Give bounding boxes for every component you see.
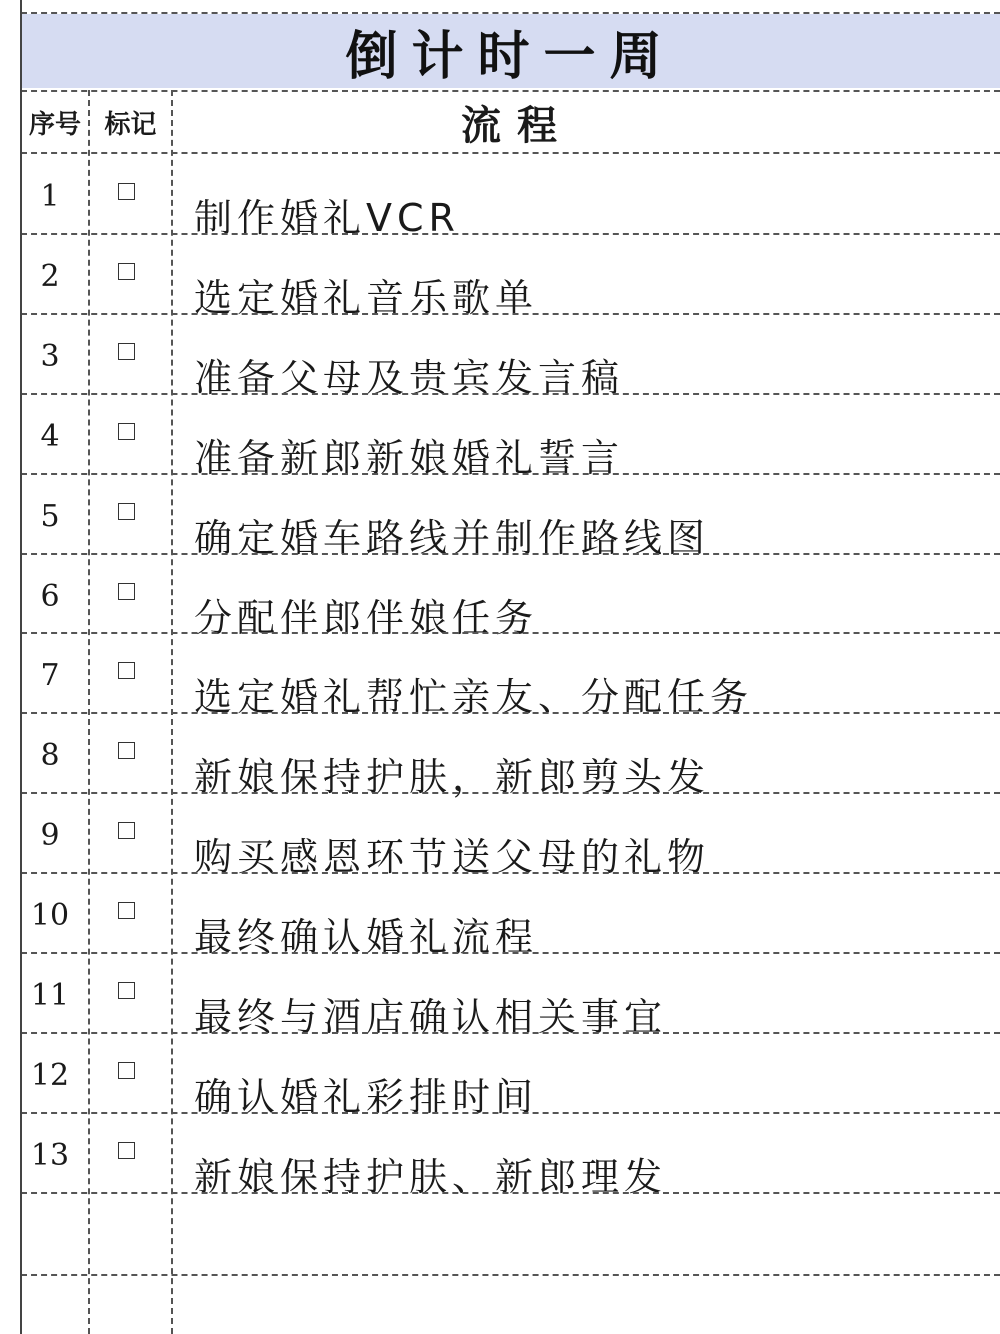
grid-row-line <box>21 233 1000 235</box>
grid-row-line <box>21 12 1000 14</box>
checkbox[interactable] <box>118 503 135 520</box>
row-number: 5 <box>40 499 60 534</box>
table-row <box>0 872 1000 959</box>
checkbox[interactable] <box>118 662 135 679</box>
grid-row-line <box>21 632 1000 634</box>
table-row <box>0 712 1000 799</box>
task-text: 新娘保持护肤，新郎剪头发 <box>194 755 711 799</box>
task-text: 新娘保持护肤、新郎理发 <box>194 1155 668 1199</box>
row-number: 8 <box>40 738 60 773</box>
grid-row-line <box>21 1112 1000 1114</box>
task-text: 选定婚礼音乐歌单 <box>194 276 539 320</box>
grid-row-line <box>21 473 1000 475</box>
checkbox[interactable] <box>118 982 135 999</box>
row-number: 10 <box>30 898 70 933</box>
table-row <box>0 233 1000 320</box>
row-number: 6 <box>40 579 60 614</box>
row-number: 3 <box>40 339 60 374</box>
row-number: 13 <box>30 1138 70 1173</box>
table-row <box>0 792 1000 879</box>
task-text: 最终与酒店确认相关事宜 <box>194 995 668 1039</box>
grid-row-line <box>21 1192 1000 1194</box>
row-number: 4 <box>40 419 60 454</box>
table-row <box>0 1112 1000 1199</box>
task-text: 最终确认婚礼流程 <box>194 915 539 959</box>
task-text: 确定婚车路线并制作路线图 <box>194 516 711 560</box>
task-text: 购买感恩环节送父母的礼物 <box>194 835 711 879</box>
checkbox[interactable] <box>118 343 135 360</box>
checkbox[interactable] <box>118 423 135 440</box>
checkbox[interactable] <box>118 583 135 600</box>
page-title: 倒计时一周 <box>345 26 676 87</box>
grid-row-line <box>21 1274 1000 1276</box>
checkbox[interactable] <box>118 902 135 919</box>
row-number: 2 <box>40 259 60 294</box>
header-mark: 标记 <box>104 109 157 140</box>
grid-row-line <box>21 393 1000 395</box>
task-text: 分配伴郎伴娘任务 <box>194 596 539 640</box>
task-text: 选定婚礼帮忙亲友、分配任务 <box>194 675 754 719</box>
task-text: 准备父母及贵宾发言稿 <box>194 356 625 400</box>
checkbox[interactable] <box>118 1142 135 1159</box>
table-row <box>0 153 1000 240</box>
grid-row-line <box>21 712 1000 714</box>
table-row <box>0 632 1000 719</box>
row-number: 9 <box>40 818 60 853</box>
table-row <box>0 393 1000 480</box>
checkbox[interactable] <box>118 1062 135 1079</box>
row-number: 1 <box>40 179 60 214</box>
table-row <box>0 553 1000 640</box>
task-text: 制作婚礼VCR <box>194 196 460 240</box>
checkbox[interactable] <box>118 183 135 200</box>
task-text: 确认婚礼彩排时间 <box>194 1075 539 1119</box>
table-row <box>0 473 1000 560</box>
row-number: 7 <box>40 658 60 693</box>
grid-row-line <box>21 792 1000 794</box>
table-row <box>0 313 1000 400</box>
header-serial-number: 序号 <box>28 109 81 140</box>
grid-row-line <box>21 1032 1000 1034</box>
checkbox[interactable] <box>118 742 135 759</box>
title-band <box>21 14 1000 88</box>
grid-row-line <box>21 313 1000 315</box>
grid-row-line <box>21 872 1000 874</box>
grid-column-line <box>171 90 173 1334</box>
grid-row-line <box>21 90 1000 92</box>
row-number: 11 <box>30 978 70 1013</box>
grid-row-line <box>21 952 1000 954</box>
table-row <box>0 952 1000 1039</box>
grid-row-line <box>21 553 1000 555</box>
grid-column-line <box>88 90 90 1334</box>
table-row <box>0 1032 1000 1119</box>
row-number: 12 <box>30 1058 70 1093</box>
header-process: 流程 <box>461 102 573 149</box>
task-text: 准备新郎新娘婚礼誓言 <box>194 436 625 480</box>
grid-column-line <box>20 0 22 1334</box>
checkbox[interactable] <box>118 822 135 839</box>
grid-row-line <box>21 152 1000 154</box>
checkbox[interactable] <box>118 263 135 280</box>
